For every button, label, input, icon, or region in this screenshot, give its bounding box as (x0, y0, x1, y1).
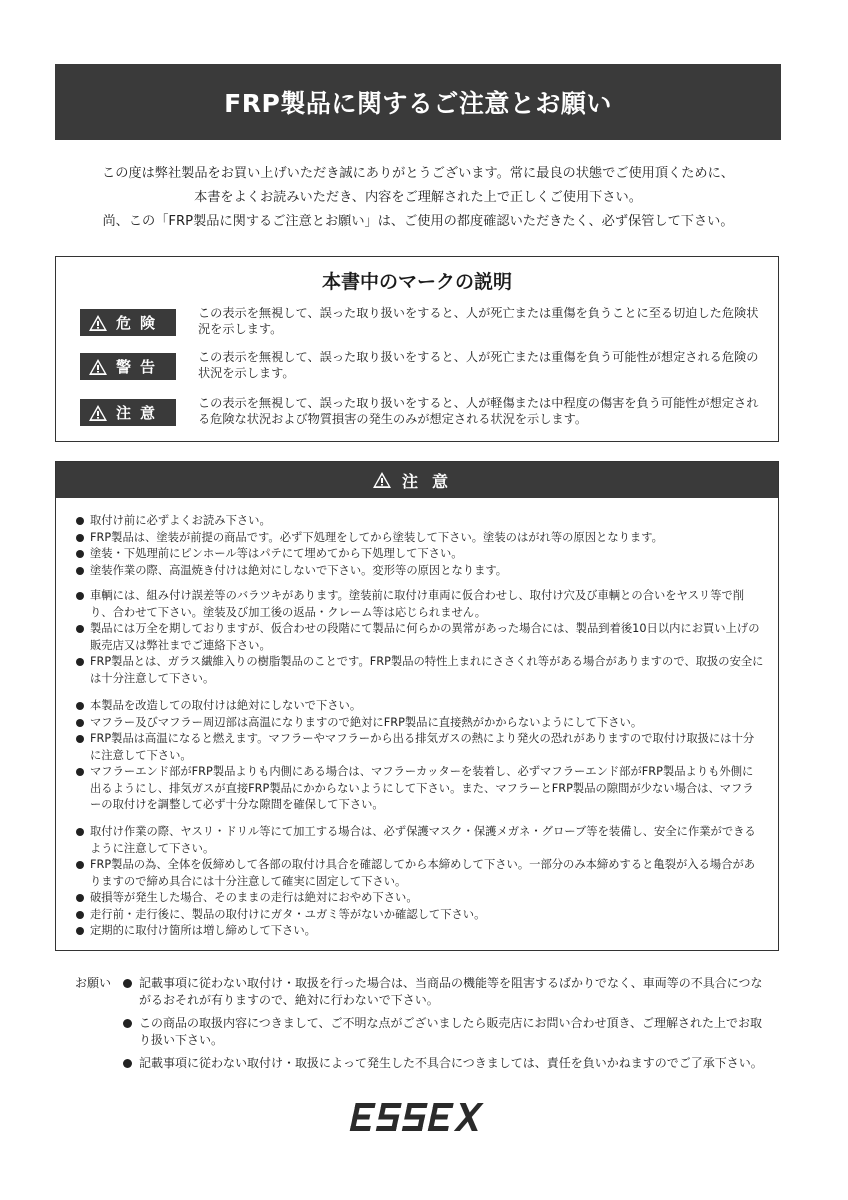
intro-line: 本書をよくお読みいただき、内容をご理解された上で正しくご使用下さい。 (194, 190, 642, 205)
page-title-bar (55, 64, 781, 140)
list-item: FRP製品は、塗装が前提の商品です。必ず下処理をしてから塗装して下さい。塗装のはがれ等の原因となります。 (74, 530, 764, 547)
list-item: 記載事項に従わない取付け・取扱を行った場合は、当商品の機能等を阻害するばかりでなく、車両等の不具合につながるおそれが有りますので、絶対に行わないで下さい。 (121, 975, 771, 1008)
mark-row-danger (80, 305, 760, 345)
essex-logo (345, 1097, 505, 1137)
danger-label: 危険 (116, 314, 165, 332)
list-item: 破損等が発生した場合、そのままの走行は絶対におやめ下さい。 (74, 890, 764, 907)
caution-group-4 (74, 824, 764, 940)
list-item: FRP製品の為、全体を仮締めして各部の取付け具合を確認してから本締めして下さい。一部分のみ本締めすると亀裂が入る場合がありますので締め具合には十分注意して確実に固定して下さい。 (74, 857, 764, 890)
danger-description: この表示を無視して、誤った取り扱いをすると、人が死亡または重傷を負うことに至る切迫した危険状況を示します。 (198, 306, 759, 336)
list-item: 定期的に取付け箇所は増し締めして下さい。 (74, 923, 764, 940)
caution-group-1 (74, 513, 764, 579)
list-item: 取付け前に必ずよくお読み下さい。 (74, 513, 764, 530)
mark-row-warning (80, 349, 760, 389)
page-title: FRP製品に関するご注意とお願い (224, 89, 612, 118)
list-item: 取付け作業の際、ヤスリ・ドリル等にて加工する場合は、必ず保護マスク・保護メガネ・グローブ等を装備し、安全に作業ができるように注意して下さい。 (74, 824, 764, 857)
caution-label: 注意 (116, 404, 165, 422)
caution-description: この表示を無視して、誤った取り扱いをすると、人が軽傷または中程度の傷害を負う可能性が想定される危険な状況および物質損害の発生のみが想定される状況を示します。 (198, 396, 759, 426)
request-list (121, 975, 771, 1079)
list-item: 記載事項に従わない取付け・取扱によって発生した不具合につきましては、責任を負いかねますのでご了承下さい。 (121, 1055, 771, 1072)
warning-label: 警告 (116, 358, 165, 376)
list-item: 車輌には、組み付け誤差等のバラツキがあります。塗装前に取付け車両に仮合わせし、取付け穴及び車輌との合いをヤスリ等で削り、合わせて下さい。塗装及び加工後の返品・クレーム等は応じられません。 (74, 588, 764, 621)
list-item: この商品の取扱内容につきまして、ご不明な点がございましたら販売店にお問い合わせ頂き、ご理解された上でお取り扱い下さい。 (121, 1015, 771, 1048)
caution-header (56, 462, 778, 498)
list-item: 本製品を改造しての取付けは絶対にしないで下さい。 (74, 698, 764, 715)
warning-triangle-icon (88, 404, 108, 422)
caution-badge (80, 399, 176, 426)
list-item: 製品には万全を期しておりますが、仮合わせの段階にて製品に何らかの異常があった場合には、製品到着後10日以内にお買い上げの販売店又は弊社までご連絡下さい。 (74, 621, 764, 654)
list-item: 塗装・下処理前にピンホール等はパテにて埋めてから下処理して下さい。 (74, 546, 764, 563)
warning-description: この表示を無視して、誤った取り扱いをすると、人が死亡または重傷を負う可能性が想定される危険の状況を示します。 (198, 350, 759, 380)
list-item: FRP製品とは、ガラス繊維入りの樹脂製品のことです。FRP製品の特性上まれにささくれ等がある場合がありますので、取扱の安全には十分注意して下さい。 (74, 654, 764, 687)
intro-line: 尚、この「FRP製品に関するご注意とお願い」は、ご使用の都度確認いただきたく、必ず保管して下さい。 (102, 214, 734, 229)
caution-group-3 (74, 698, 764, 814)
mark-row-caution (80, 395, 760, 435)
intro-text (55, 162, 781, 234)
list-item: マフラー及びマフラー周辺部は高温になりますので絶対にFRP製品に直接熱がかからないようにして下さい。 (74, 715, 764, 732)
list-item: FRP製品は高温になると燃えます。マフラーやマフラーから出る排気ガスの熱により発火の恐れがありますので取付け取扱には十分に注意して下さい。 (74, 731, 764, 764)
warning-triangle-icon (88, 358, 108, 376)
warning-triangle-icon (88, 314, 108, 332)
warning-badge (80, 353, 176, 380)
intro-line: この度は弊社製品をお買い上げいただき誠にありがとうございます。常に最良の状態でご使用頂くために、 (102, 166, 734, 181)
list-item: 走行前・走行後に、製品の取付けにガタ・ユガミ等がないか確認して下さい。 (74, 907, 764, 924)
warning-triangle-icon (372, 471, 392, 489)
caution-section (55, 461, 779, 951)
request-label: お願い (75, 976, 112, 990)
marks-title: 本書中のマークの説明 (321, 271, 512, 293)
list-item: 塗装作業の際、高温焼き付けは絶対にしないで下さい。変形等の原因となります。 (74, 563, 764, 580)
caution-group-2 (74, 588, 764, 687)
caution-header-label: 注意 (401, 471, 462, 491)
marks-explanation-box (55, 256, 779, 442)
list-item: マフラーエンド部がFRP製品よりも内側にある場合は、マフラーカッターを装着し、必ずマフラーエンド部がFRP製品よりも外側に出るようにし、排気ガスが直接FRP製品にかからないようにして下さい。また、マフラーとFRP製品の隙間が少ない場合は、マフラーの取付けを調整して必ず十分な隙間を確保して下さい。 (74, 764, 764, 814)
danger-badge (80, 309, 176, 336)
